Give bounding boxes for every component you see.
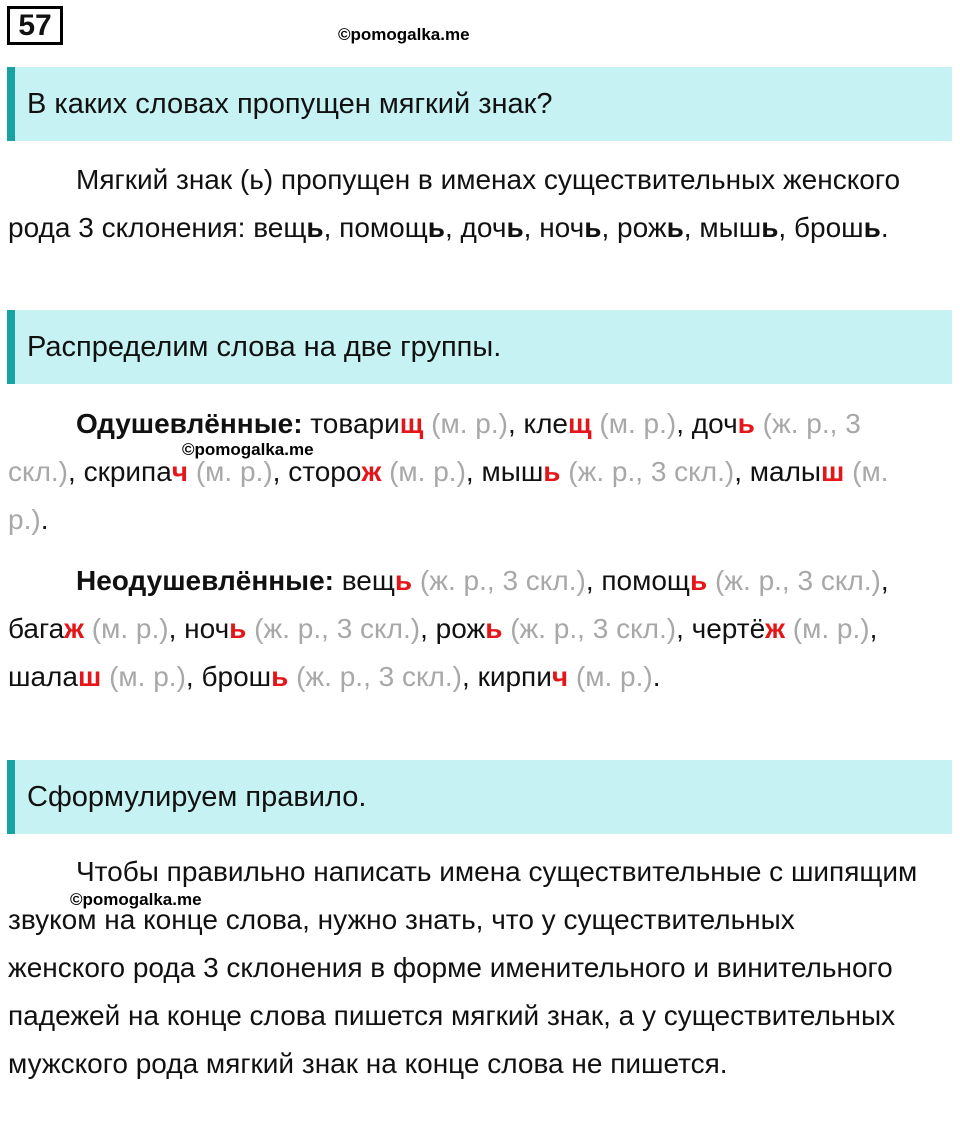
word-stem: доч: [460, 212, 507, 243]
rule-paragraph: Чтобы правильно написать имена существительные с шипящим звуком на конце слова, нужно знать, что у существительных женского рода 3 склонения в форме именительного и винительного падежей на конце слова пишется мягкий знак, а у существительных мужского рода мягкий знак на конце слова не пишется.: [8, 856, 918, 1079]
separator: .: [40, 504, 49, 535]
word: [342, 565, 412, 596]
word: [601, 565, 707, 596]
inanimate-paragraph: [8, 557, 908, 701]
word-stem: помощ: [339, 212, 428, 243]
separator: ,: [778, 212, 794, 243]
grammar-note: (ж. р., 3 скл.): [419, 565, 586, 596]
word: [288, 456, 381, 487]
word-stem: ноч: [184, 613, 230, 644]
separator: ,: [683, 212, 700, 243]
word: [478, 661, 569, 692]
word-ending: ь: [689, 565, 708, 596]
section-question-3: Сформулируем правило.: [7, 760, 952, 834]
word: [253, 212, 323, 243]
grammar-note: (м. р.): [8, 456, 889, 535]
answer-paragraph: [8, 156, 908, 252]
animate-paragraph: [8, 400, 908, 544]
word: [794, 212, 881, 243]
grammar-note: (м. р.): [109, 661, 186, 692]
word: [699, 212, 778, 243]
grammar-note: (ж. р., 3 скл.): [714, 565, 881, 596]
word-ending: ш: [77, 661, 102, 692]
animate-label: Одушевлённые:: [76, 408, 303, 439]
word-stem: кирпи: [477, 661, 552, 692]
separator: ,: [676, 408, 692, 439]
word: [692, 408, 755, 439]
word: [524, 408, 592, 439]
word-stem: ноч: [539, 212, 585, 243]
word-ending: ь: [737, 408, 755, 439]
word-stem: бага: [8, 613, 65, 644]
word-stem: вещ: [253, 212, 307, 243]
word: [339, 212, 445, 243]
separator: ,: [523, 212, 540, 243]
word: [8, 613, 84, 644]
word-ending: щ: [568, 408, 592, 439]
answer-text: Мягкий знак (ь) пропущен в именах существительных женского рода 3 склонения:: [8, 164, 901, 243]
separator: ,: [585, 565, 602, 596]
separator: ,: [185, 661, 202, 692]
word: [481, 456, 560, 487]
section-question-2: Распределим слова на две группы.: [7, 310, 952, 384]
grammar-note: (м. р.): [792, 613, 870, 644]
word-stem: брош: [793, 212, 864, 243]
separator: .: [652, 661, 661, 692]
separator: ,: [323, 212, 340, 243]
word: [692, 613, 785, 644]
watermark-top: ©pomogalka.me: [338, 25, 470, 44]
grammar-note: (м. р.): [389, 456, 466, 487]
word-ending: ч: [171, 456, 189, 487]
grammar-note: (ж. р., 3 скл.): [296, 661, 462, 692]
watermark-middle: ©pomogalka.me: [182, 440, 314, 459]
word-stem: мыш: [481, 456, 544, 487]
word-ending: ь: [306, 212, 324, 243]
word-stem: кле: [523, 408, 568, 439]
word: [310, 408, 423, 439]
separator: ,: [869, 613, 878, 644]
inanimate-label: Неодушевлённые:: [76, 565, 334, 596]
separator: ,: [676, 613, 692, 644]
grammar-note: (ж. р., 3 скл.): [8, 408, 861, 487]
word-stem: шала: [8, 661, 78, 692]
word-stem: товари: [310, 408, 400, 439]
word-ending: ь: [584, 212, 602, 243]
grammar-note: (м. р.): [431, 408, 508, 439]
word-stem: помощ: [601, 565, 690, 596]
section-question-1: В каких словах пропущен мягкий знак?: [7, 67, 952, 141]
word-ending: ж: [765, 613, 786, 644]
word-ending: ь: [761, 212, 779, 243]
word-stem: брош: [201, 661, 272, 692]
separator: ,: [734, 456, 750, 487]
word-ending: ж: [64, 613, 84, 644]
word: [617, 212, 684, 243]
word: [201, 661, 288, 692]
word-ending: ч: [551, 661, 569, 692]
grammar-note: (ж. р., 3 скл.): [568, 456, 735, 487]
word-ending: ь: [229, 613, 247, 644]
word-ending: ь: [666, 212, 684, 243]
watermark-bottom: ©pomogalka.me: [70, 890, 202, 909]
word-ending: ж: [361, 456, 382, 487]
separator: ,: [465, 456, 482, 487]
word-ending: щ: [399, 408, 424, 439]
separator: .: [880, 212, 889, 243]
word-ending: ь: [427, 212, 445, 243]
grammar-note: (ж. р., 3 скл.): [510, 613, 677, 644]
word-stem: мыш: [699, 212, 762, 243]
separator: ,: [420, 613, 436, 644]
word-ending: ь: [271, 661, 289, 692]
grammar-note: (м. р.): [575, 661, 653, 692]
word-ending: ь: [485, 613, 503, 644]
word-ending: ь: [506, 212, 524, 243]
separator: ,: [168, 613, 185, 644]
grammar-note: (м. р.): [599, 408, 677, 439]
word: [539, 212, 601, 243]
word-stem: рож: [617, 212, 667, 243]
word: [436, 613, 503, 644]
grammar-note: (м. р.): [195, 456, 273, 487]
separator: ,: [462, 661, 478, 692]
word-stem: вещ: [341, 565, 395, 596]
word-ending: ь: [543, 456, 561, 487]
word-stem: рож: [435, 613, 486, 644]
separator: ,: [507, 408, 524, 439]
word-stem: малы: [749, 456, 822, 487]
word-stem: доч: [691, 408, 738, 439]
word: [84, 456, 188, 487]
separator: ,: [272, 456, 289, 487]
word-ending: ь: [394, 565, 413, 596]
word: [184, 613, 246, 644]
word-ending: ш: [821, 456, 845, 487]
separator: ,: [68, 456, 84, 487]
answer-words: [253, 212, 888, 243]
grammar-note: (м. р.): [91, 613, 169, 644]
task-number: 57: [7, 6, 63, 45]
separator: ,: [880, 565, 889, 596]
word: [461, 212, 524, 243]
word: [750, 456, 845, 487]
word-stem: чертё: [691, 613, 766, 644]
separator: ,: [444, 212, 461, 243]
word-ending: ь: [863, 212, 881, 243]
separator: ,: [601, 212, 618, 243]
word-stem: сторо: [288, 456, 362, 487]
word: [8, 661, 101, 692]
grammar-note: (ж. р., 3 скл.): [254, 613, 421, 644]
word-stem: скрипа: [83, 456, 172, 487]
